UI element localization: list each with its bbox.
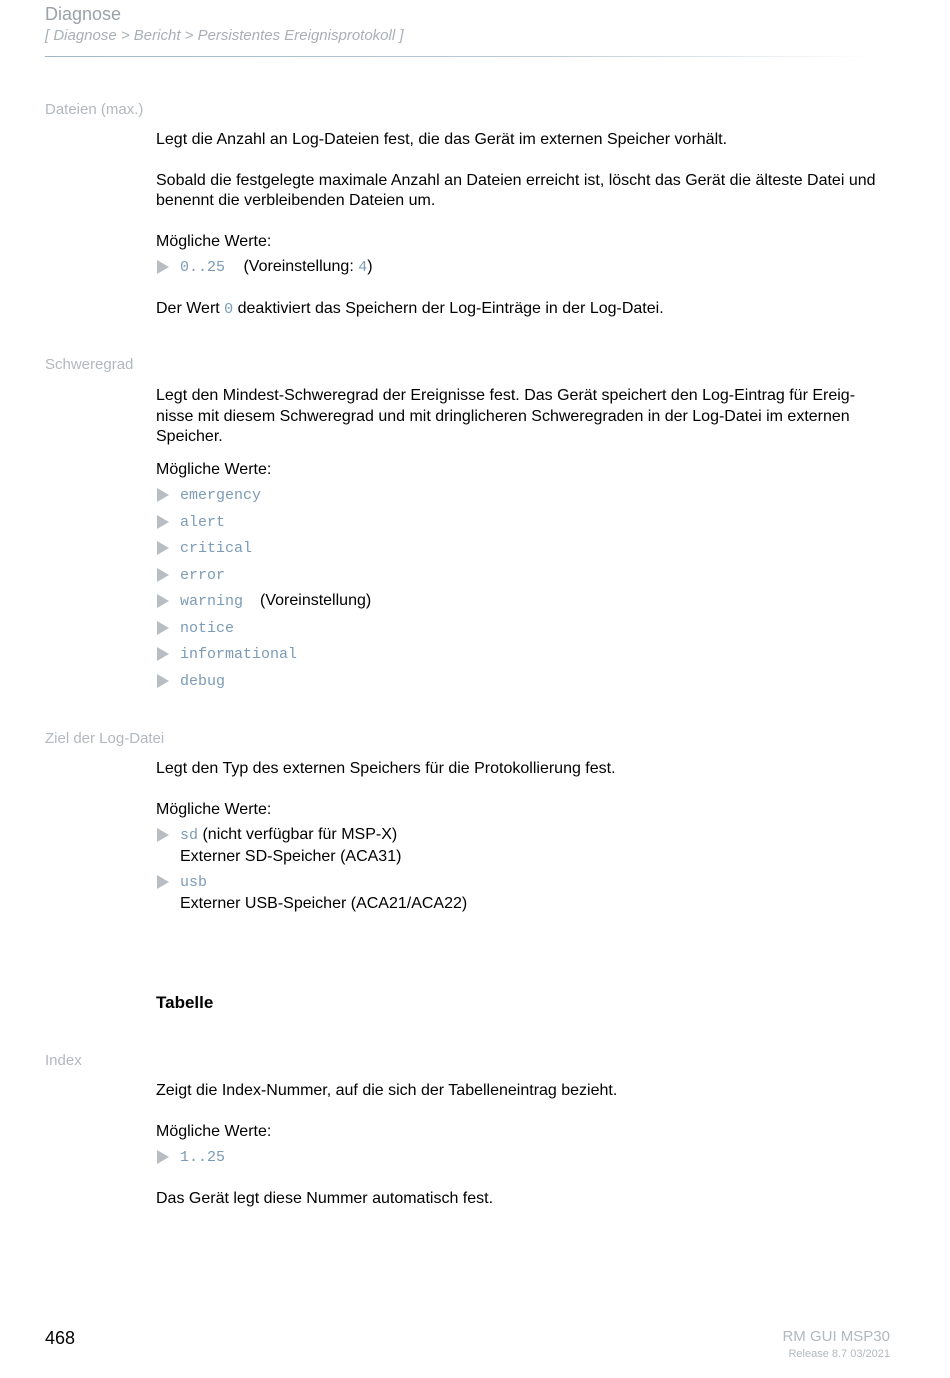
list-item	[156, 257, 896, 279]
param-desc-index	[156, 1081, 896, 1209]
default-value: 4	[358, 259, 368, 276]
value-code: notice	[180, 619, 235, 637]
triangle-bullet-icon	[157, 875, 169, 889]
header-divider	[45, 56, 875, 57]
list-item	[156, 644, 896, 666]
paragraph-line: nisse mit diesem Schweregrad und mit dringlicheren Schweregraden in der Log-Datei im externen	[156, 407, 850, 425]
value-code: 0..25	[180, 259, 226, 276]
default-suffix: )	[367, 258, 373, 275]
value-description: Externer SD-Speicher (ACA31)	[180, 847, 402, 865]
paragraph-line: Legt den Mindest-Schweregrad der Ereignisse fest. Das Gerät speichert den Log-Eintrag für Ereig-	[156, 387, 856, 404]
value-code: warning	[180, 593, 244, 610]
chapter-title: Diagnose	[45, 4, 122, 24]
possible-values-label: Mögliche Werte:	[156, 232, 272, 250]
note-value: 0	[224, 300, 234, 318]
param-desc-ziel	[156, 759, 896, 914]
doc-title: RM GUI MSP30	[782, 1328, 890, 1345]
paragraph: Legt den Typ des externen Speichers für die Protokollierung fest.	[156, 760, 616, 777]
default-prefix: (Voreinstellung:	[243, 258, 359, 275]
list-item	[156, 591, 896, 613]
possible-values-label: Mögliche Werte:	[156, 1122, 272, 1140]
list-item	[156, 671, 896, 693]
triangle-bullet-icon	[157, 488, 169, 502]
list-item	[156, 512, 896, 534]
value-list	[156, 257, 896, 279]
note-suffix: deaktiviert das Speichern der Log-Einträge in der Log-Datei.	[233, 299, 664, 317]
paragraph: Legt die Anzahl an Log-Dateien fest, die das Gerät im externen Speicher vorhält.	[156, 131, 728, 148]
list-item	[156, 618, 896, 640]
value-description: Externer USB-Speicher (ACA21/ACA22)	[180, 894, 468, 912]
value-note: (nicht verfügbar für MSP-X)	[198, 826, 398, 843]
value-list	[156, 485, 896, 692]
param-label-schweregrad: Schweregrad	[45, 356, 134, 373]
paragraph: Das Gerät legt diese Nummer automatisch fest.	[156, 1189, 494, 1207]
value-code: critical	[180, 540, 253, 557]
value-code: sd	[180, 827, 199, 844]
param-label-index: Index	[45, 1052, 82, 1069]
release-info: Release 8.7 03/2021	[788, 1348, 890, 1360]
triangle-bullet-icon	[157, 1150, 169, 1164]
footer-doc-info	[782, 1328, 890, 1362]
list-item	[156, 872, 896, 914]
value-code: usb	[180, 874, 208, 891]
triangle-bullet-icon	[157, 594, 169, 608]
list-item	[156, 485, 896, 507]
section-heading-tabelle: Tabelle	[156, 993, 214, 1012]
param-label-dateien: Dateien (max.)	[45, 101, 144, 118]
note-prefix: Der Wert	[156, 299, 225, 317]
triangle-bullet-icon	[157, 541, 169, 555]
triangle-bullet-icon	[157, 621, 169, 635]
value-code: emergency	[180, 487, 262, 504]
triangle-bullet-icon	[157, 515, 169, 529]
param-desc-schweregrad	[156, 386, 896, 692]
list-item	[156, 565, 896, 587]
param-desc-dateien	[156, 130, 896, 320]
possible-values-label: Mögliche Werte:	[156, 800, 272, 818]
paragraph-line: Speicher.	[156, 428, 223, 445]
value-code: alert	[180, 513, 226, 531]
value-list	[156, 825, 896, 914]
value-code: 1..25	[180, 1149, 226, 1166]
value-code: error	[180, 566, 226, 584]
list-item	[156, 825, 896, 867]
triangle-bullet-icon	[157, 260, 169, 274]
possible-values-label: Mögliche Werte:	[156, 460, 272, 478]
page-header	[45, 4, 875, 47]
page-number: 468	[45, 1328, 76, 1348]
triangle-bullet-icon	[157, 674, 169, 688]
param-label-ziel: Ziel der Log-Datei	[45, 730, 165, 747]
breadcrumb: [ Diagnose > Bericht > Persistentes Ereignisprotokoll ]	[45, 27, 404, 44]
paragraph: Sobald die festgelegte maximale Anzahl an Dateien erreicht ist, löscht das Gerät die älteste Datei und benennt die verbleibenden Dateien um.	[156, 171, 876, 209]
default-note: (Voreinstellung)	[260, 592, 372, 609]
note-paragraph	[156, 299, 896, 321]
paragraph: Zeigt die Index-Nummer, auf die sich der Tabelleneintrag bezieht.	[156, 1082, 618, 1099]
value-list	[156, 1147, 896, 1169]
triangle-bullet-icon	[157, 828, 169, 842]
value-code: informational	[180, 646, 298, 663]
list-item	[156, 538, 896, 560]
triangle-bullet-icon	[157, 647, 169, 661]
triangle-bullet-icon	[157, 568, 169, 582]
value-code: debug	[180, 672, 226, 690]
list-item	[156, 1147, 896, 1169]
